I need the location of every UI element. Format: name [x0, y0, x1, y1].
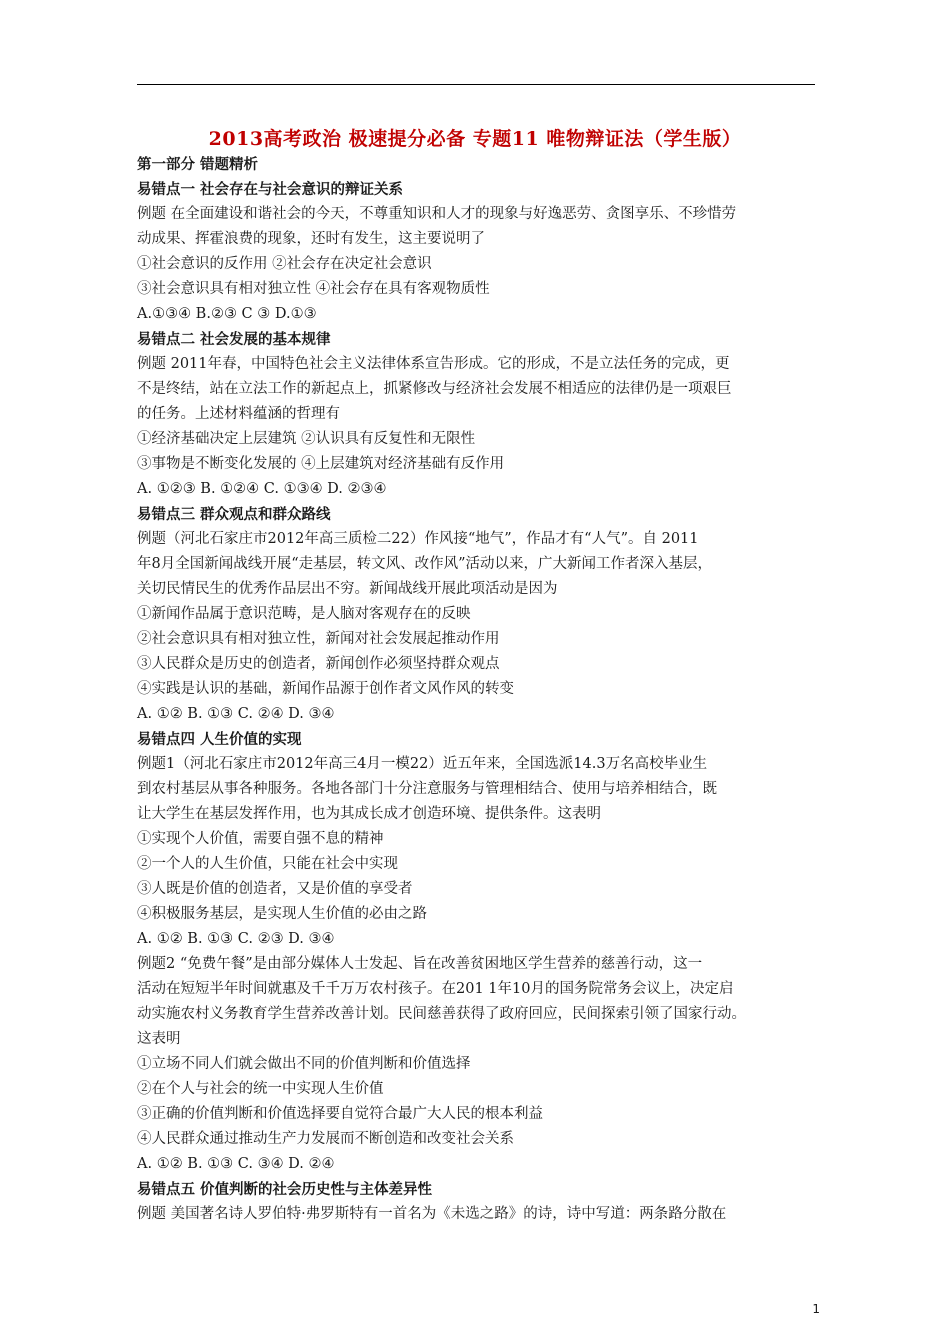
text-line: A. ①② B. ①③ C. ②④ D. ③④ [137, 706, 335, 722]
text-line: ①新闻作品属于意识范畴，是人脑对客观存在的反映 [137, 606, 471, 622]
text-line: ④积极服务基层，是实现人生价值的必由之路 [137, 906, 427, 922]
section-heading: 易错点五 价值判断的社会历史性与主体差异性 [137, 1181, 433, 1198]
text-line: ①经济基础决定上层建筑 ②认识具有反复性和无限性 [137, 431, 476, 447]
text-line: 例题 2011年春，中国特色社会主义法律体系宣告形成。它的形成，不是立法任务的完成，更 [137, 356, 730, 372]
text-line: 例题 美国著名诗人罗伯特·弗罗斯特有一首名为《未选之路》的诗，诗中写道：两条路分散在 [137, 1206, 727, 1222]
page-number: 1 [812, 1302, 820, 1316]
text-line: ②在个人与社会的统一中实现人生价值 [137, 1081, 384, 1097]
document-body [137, 152, 822, 1227]
document-title: 2013高考政治 极速提分必备 专题11 唯物辩证法（学生版） [208, 128, 742, 150]
text-line: ①社会意识的反作用 ②社会存在决定社会意识 [137, 256, 432, 272]
text-line: ③人民群众是历史的创造者，新闻创作必须坚持群众观点 [137, 656, 500, 672]
text-line: 让大学生在基层发挥作用，也为其成长成才创造环境、提供条件。这表明 [137, 806, 601, 822]
text-line: 不是终结，站在立法工作的新起点上，抓紧修改与经济社会发展不相适应的法律仍是一项艰巨 [137, 381, 732, 397]
text-line: 例题2 “免费午餐”是由部分媒体人士发起、旨在改善贫困地区学生营养的慈善行动，这一 [137, 956, 703, 972]
text-line: A.①③④ B.②③ C ③ D.①③ [137, 306, 317, 322]
text-line: 动成果、挥霍浪费的现象，还时有发生，这主要说明了 [137, 231, 485, 247]
section-heading: 易错点二 社会发展的基本规律 [137, 331, 331, 348]
text-line: ②社会意识具有相对独立性，新闻对社会发展起推动作用 [137, 631, 500, 647]
text-line: 的任务。上述材料蕴涵的哲理有 [137, 406, 340, 422]
text-line: ③事物是不断变化发展的 ④上层建筑对经济基础有反作用 [137, 456, 505, 472]
text-line: A. ①②③ B. ①②④ C. ①③④ D. ②③④ [137, 481, 387, 497]
text-line: ③社会意识具有相对独立性 ④社会存在具有客观物质性 [137, 281, 490, 297]
text-line: A. ①② B. ①③ C. ②③ D. ③④ [137, 931, 335, 947]
text-line: 例题 在全面建设和谐社会的今天，不尊重知识和人才的现象与好逸恶劳、贪图享乐、不珍惜劳 [137, 206, 737, 222]
text-line: 到农村基层从事各种服务。各地各部门十分注意服务与管理相结合、使用与培养相结合，既 [137, 781, 717, 797]
text-line: 动实施农村义务教育学生营养改善计划。民间慈善获得了政府回应，民间探索引领了国家行动。 [137, 1006, 746, 1022]
text-line: 例题（河北石家庄市2012年高三质检二22）作风接“地气”，作品才有“人气”。自 2011 [137, 531, 699, 547]
text-line: ③正确的价值判断和价值选择要自觉符合最广大人民的根本利益 [137, 1106, 543, 1122]
text-line: 年8月全国新闻战线开展“走基层，转文风、改作风”活动以来，广大新闻工作者深入基层， [137, 556, 713, 572]
section-heading: 易错点四 人生价值的实现 [137, 731, 302, 748]
text-line: 活动在短短半年时间就惠及千千万万农村孩子。在201 1年10月的国务院常务会议上，决定启 [137, 981, 734, 997]
text-line: 例题1（河北石家庄市2012年高三4月一模22）近五年来，全国选派14.3万名高校毕业生 [137, 756, 708, 772]
text-line: ②一个人的人生价值，只能在社会中实现 [137, 856, 398, 872]
section-heading: 易错点三 群众观点和群众路线 [137, 506, 331, 523]
text-line: ①立场不同人们就会做出不同的价值判断和价值选择 [137, 1056, 471, 1072]
text-line: ③人既是价值的创造者，又是价值的享受者 [137, 881, 413, 897]
section-heading: 第一部分 错题精析 [137, 156, 259, 173]
text-line: 这表明 [137, 1031, 181, 1047]
header-rule [137, 84, 815, 85]
text-line: ④人民群众通过推动生产力发展而不断创造和改变社会关系 [137, 1131, 514, 1147]
section-heading: 易错点一 社会存在与社会意识的辩证关系 [137, 181, 404, 198]
text-line: ④实践是认识的基础，新闻作品源于创作者文风作风的转变 [137, 681, 514, 697]
text-line: A. ①② B. ①③ C. ③④ D. ②④ [137, 1156, 335, 1172]
text-line: ①实现个人价值，需要自强不息的精神 [137, 831, 384, 847]
text-line: 关切民情民生的优秀作品层出不穷。新闻战线开展此项活动是因为 [137, 581, 558, 597]
